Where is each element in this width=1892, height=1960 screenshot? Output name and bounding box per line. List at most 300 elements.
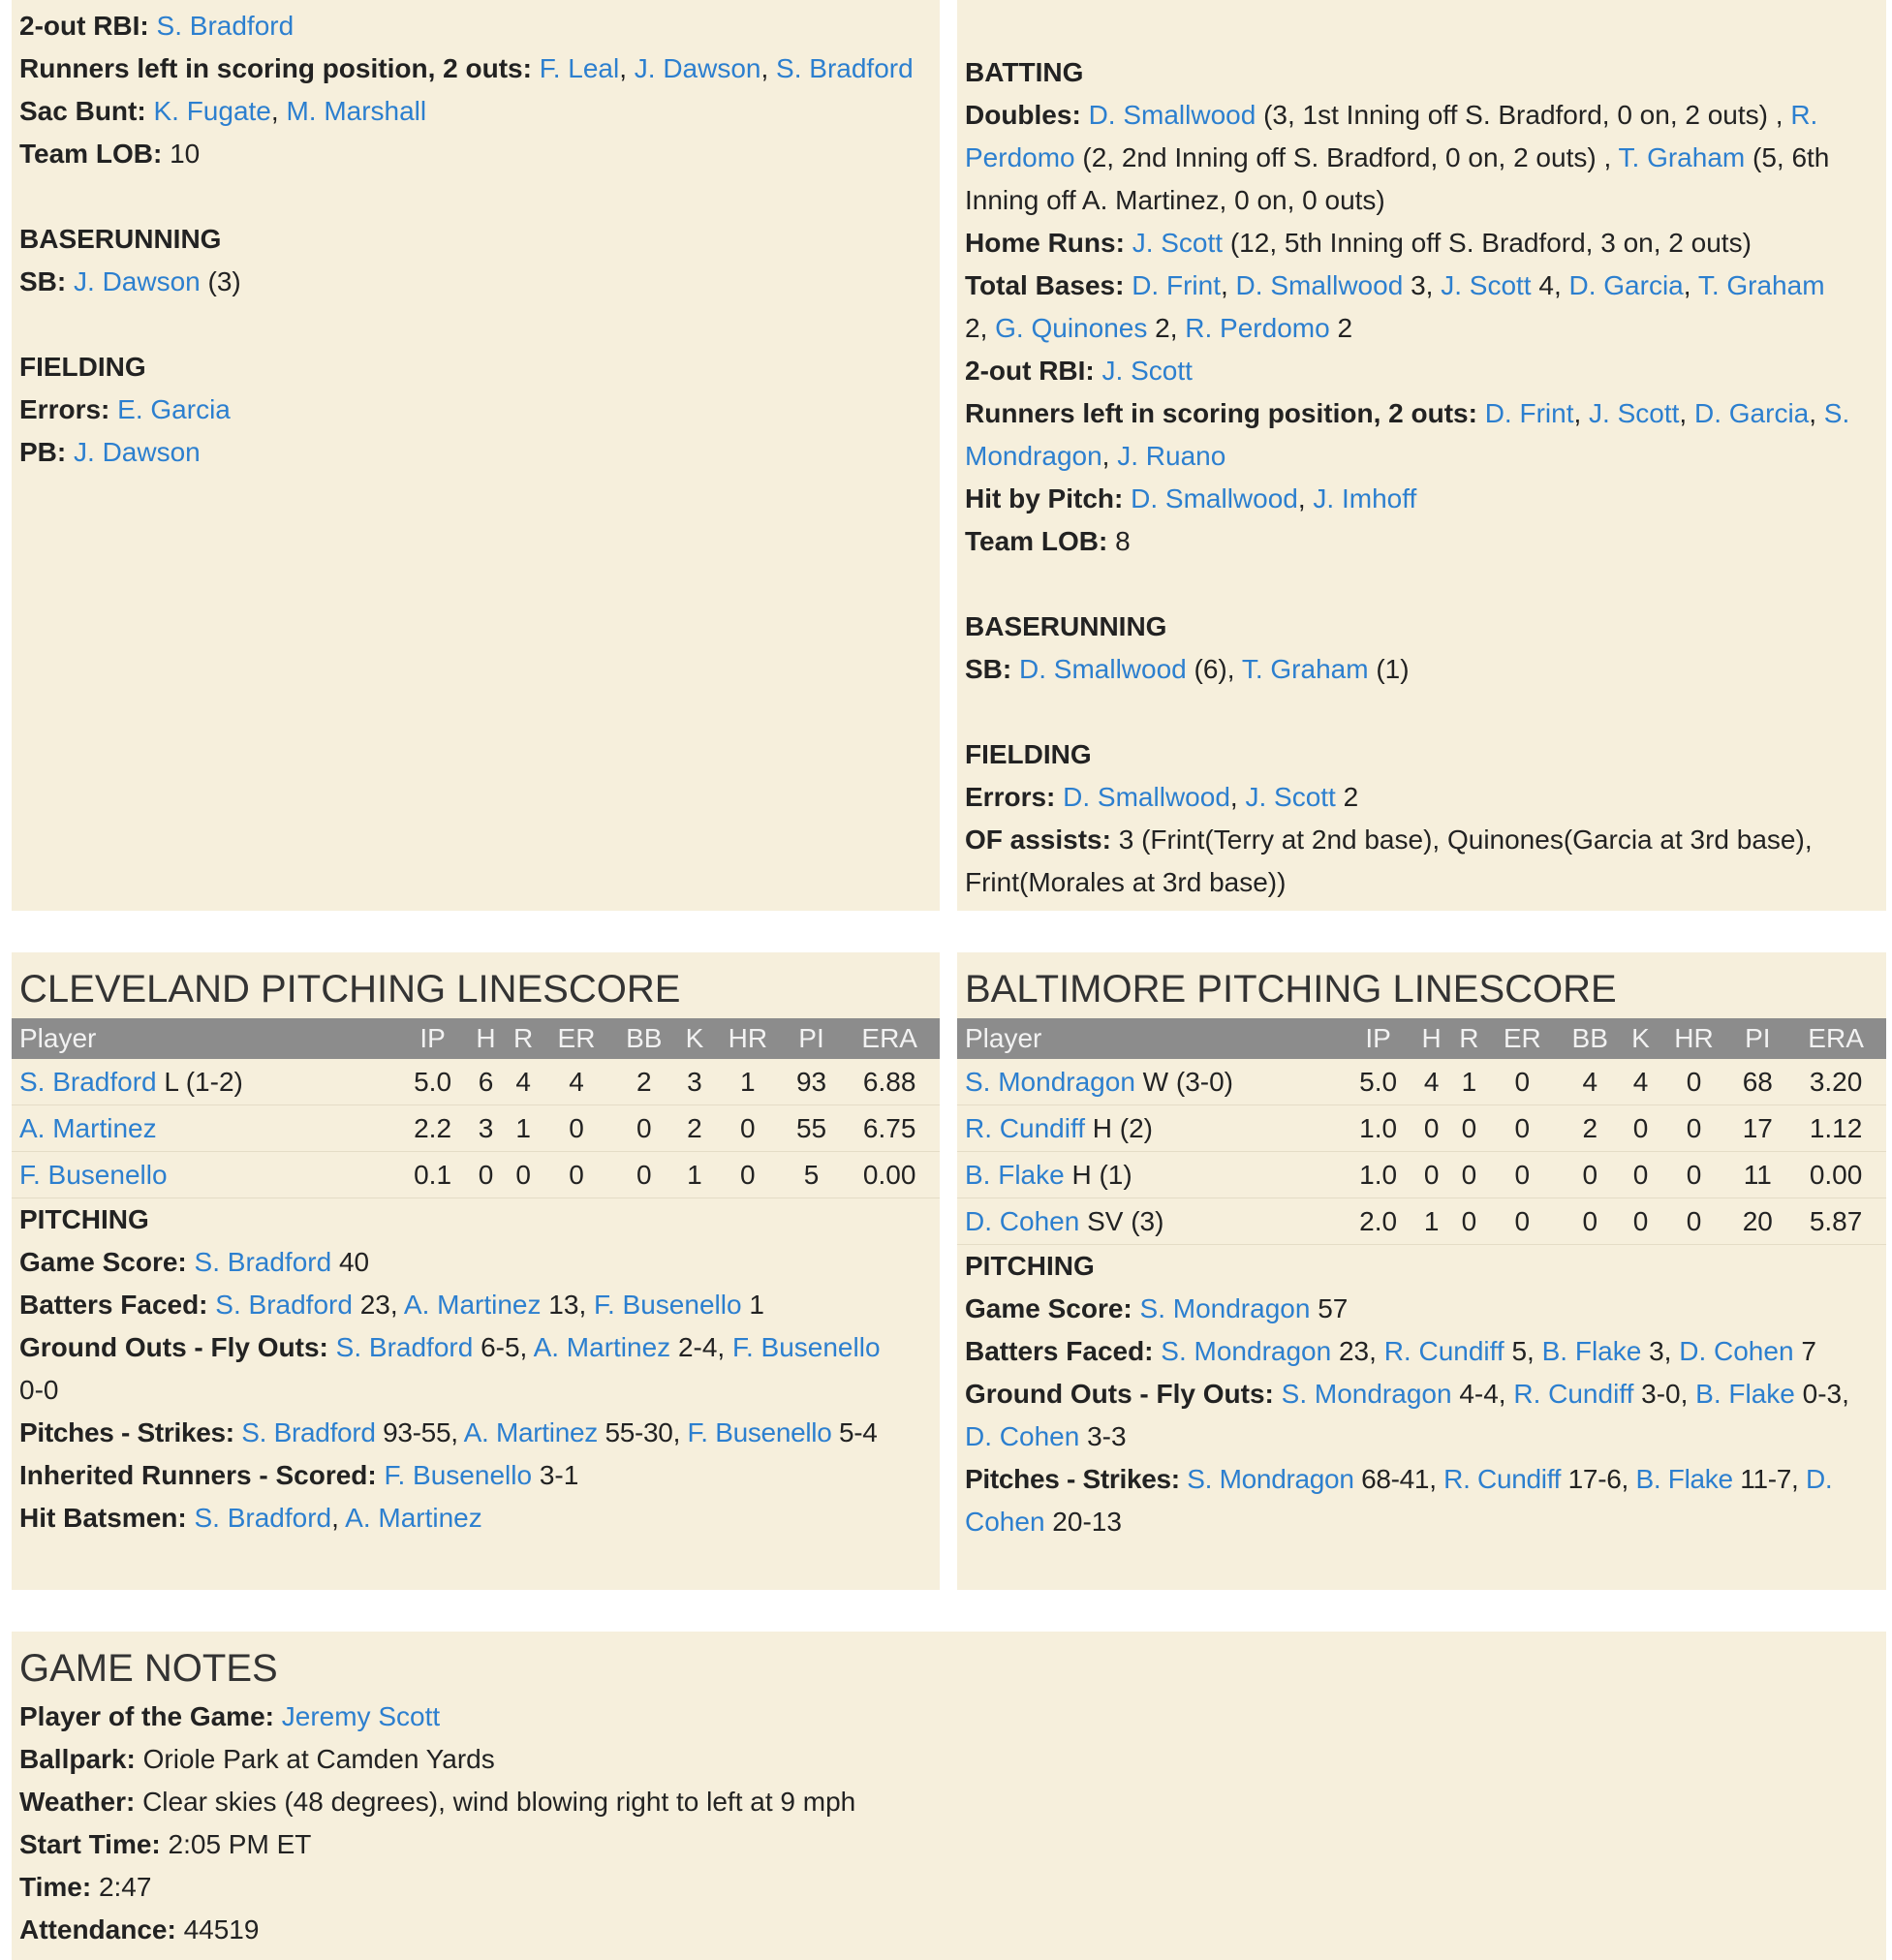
bal-pitching-title: BALTIMORE PITCHING LINESCORE	[965, 968, 1617, 1011]
era-cell: 5.87	[1785, 1198, 1886, 1245]
player-link[interactable]: R.	[1790, 100, 1818, 130]
col-player: Player	[12, 1018, 398, 1059]
r-cell: 0	[505, 1152, 543, 1198]
player-link[interactable]: R. Cundiff	[965, 1112, 1085, 1143]
hr-cell: 0	[1659, 1105, 1730, 1152]
k-cell: 0	[1624, 1152, 1659, 1198]
cle-inherited-runners-line	[19, 1454, 932, 1497]
stat-value: 7	[1801, 1336, 1816, 1366]
player-link[interactable]: T. Graham	[1697, 270, 1825, 300]
stat-value: 6-5	[481, 1332, 520, 1362]
player-link[interactable]: B. Flake	[1635, 1464, 1733, 1494]
bal-team-lob-label: Team LOB:	[965, 526, 1108, 556]
col-bb: BB	[1557, 1018, 1624, 1059]
game-time-label: Time:	[19, 1872, 92, 1902]
player-cell	[12, 1152, 398, 1198]
player-of-the-game-line	[19, 1696, 1878, 1738]
r-cell: 1	[505, 1105, 543, 1152]
decision: H (2)	[1092, 1112, 1154, 1143]
player-link[interactable]: T. Graham	[1618, 142, 1746, 172]
player-link[interactable]: B. Flake	[1541, 1336, 1642, 1366]
game-notes-panel	[12, 1632, 1886, 1960]
cle-hit-batsmen-label: Hit Batsmen:	[19, 1503, 187, 1533]
player-link[interactable]: S. Bradford	[19, 1066, 157, 1097]
stat-value: 2-4	[677, 1332, 718, 1362]
pi-cell: 20	[1729, 1198, 1785, 1245]
bal-go-fo-label: Ground Outs - Fly Outs:	[965, 1379, 1274, 1409]
bal-2out-rbi-label: 2-out RBI:	[965, 356, 1095, 386]
stat-value: 68-41	[1361, 1464, 1430, 1494]
cle-sac-bunt-label: Sac Bunt:	[19, 96, 146, 126]
cle-sb-label: SB:	[19, 266, 67, 296]
era-cell: 0.00	[1785, 1152, 1886, 1198]
bal-batters-faced-label: Batters Faced:	[965, 1336, 1154, 1366]
pi-cell: 17	[1729, 1105, 1785, 1152]
col-hr: HR	[1659, 1018, 1730, 1059]
hr-cell: 1	[712, 1059, 784, 1105]
stat-value: 93-55	[383, 1417, 451, 1447]
player-link[interactable]: D. Cohen	[965, 1421, 1080, 1451]
table-row	[957, 1152, 1886, 1198]
cle-pitching-table	[12, 1018, 940, 1198]
era-cell: 3.20	[1785, 1059, 1886, 1105]
bal-go-fo-line-2	[965, 1416, 1878, 1458]
er-cell: 0	[1488, 1059, 1557, 1105]
player-link[interactable]: J. Scott	[1245, 782, 1336, 812]
h-cell: 0	[467, 1152, 505, 1198]
stat-value: 3	[1411, 270, 1426, 300]
r-cell: 4	[505, 1059, 543, 1105]
ip-cell: 2.2	[398, 1105, 467, 1152]
k-cell: 3	[677, 1059, 712, 1105]
table-row	[12, 1059, 940, 1105]
stat-value: 0-0	[19, 1375, 59, 1405]
col-k: K	[677, 1018, 712, 1059]
h-cell: 4	[1412, 1059, 1450, 1105]
cle-inherited-runners-label: Inherited Runners - Scored:	[19, 1460, 377, 1490]
bal-errors-label: Errors:	[965, 782, 1056, 812]
bal-game-score-line	[965, 1288, 1878, 1330]
table-row	[957, 1198, 1886, 1245]
col-er: ER	[1488, 1018, 1557, 1059]
bal-total-bases-line-1: Total Bases: D. Frint, D. Smallwood 3, J. Scott 4, D. Garcia, T. Graham	[965, 270, 1825, 300]
player-link[interactable]: S.	[1823, 398, 1850, 428]
player-link[interactable]: R. Cundiff	[1513, 1379, 1634, 1409]
bal-of-assists-line-2	[965, 861, 1878, 904]
player-link[interactable]: R. Perdomo	[1185, 313, 1330, 343]
player-link[interactable]: Cohen	[965, 1507, 1045, 1537]
player-cell	[957, 1152, 1344, 1198]
ip-cell: 2.0	[1344, 1198, 1412, 1245]
weather-line	[19, 1781, 1878, 1823]
table-header-row	[957, 1018, 1886, 1059]
stat-value: 2	[965, 313, 980, 343]
decision: H (1)	[1071, 1159, 1132, 1190]
stat-value: 2	[1343, 782, 1359, 812]
of-assists-detail: 3 (Frint(Terry at 2nd base), Quinones(Garcia at 3rd base),	[1118, 824, 1813, 855]
pi-cell: 93	[784, 1059, 840, 1105]
player-link[interactable]: R. Cundiff	[1383, 1336, 1504, 1366]
bb-cell: 0	[611, 1105, 677, 1152]
stat-value: 40	[338, 1247, 370, 1277]
bb-cell: 0	[1557, 1198, 1624, 1245]
bal-of-assists-label: OF assists:	[965, 824, 1111, 855]
table-row	[12, 1105, 940, 1152]
home-run-detail: (12, 5th Inning off S. Bradford, 3 on, 2 outs)	[1229, 228, 1752, 258]
bal-doubles-line-3	[965, 179, 1878, 222]
er-cell: 0	[542, 1105, 610, 1152]
era-cell: 1.12	[1785, 1105, 1886, 1152]
player-link[interactable]: M. Marshall	[286, 96, 427, 126]
h-cell: 0	[1412, 1105, 1450, 1152]
cleveland-pitching-panel	[12, 952, 940, 1590]
player-link[interactable]: A. Martinez	[533, 1332, 671, 1362]
r-cell: 1	[1450, 1059, 1488, 1105]
col-pi: PI	[784, 1018, 840, 1059]
er-cell: 0	[1488, 1198, 1557, 1245]
attendance-line	[19, 1909, 1878, 1951]
bal-go-fo-line-1: Ground Outs - Fly Outs: S. Mondragon 4-4, R. Cundiff 3-0, B. Flake 0-3,	[965, 1379, 1849, 1409]
start-time-label: Start Time:	[19, 1829, 161, 1859]
player-link[interactable]: K. Fugate	[153, 96, 271, 126]
double-detail: (5, 6th	[1752, 142, 1830, 172]
cle-sac-bunt-line: Sac Bunt: K. Fugate, M. Marshall	[19, 96, 427, 126]
cleveland-batting-notes-panel	[12, 0, 940, 911]
player-link[interactable]: J. Imhoff	[1313, 483, 1417, 513]
decision: SV (3)	[1087, 1205, 1164, 1236]
bb-cell: 0	[1557, 1152, 1624, 1198]
player-link[interactable]: S. Mondragon	[965, 1066, 1135, 1097]
player-link[interactable]: F. Busenello	[19, 1159, 168, 1190]
k-cell: 4	[1624, 1059, 1659, 1105]
player-link[interactable]: B. Flake	[965, 1159, 1065, 1190]
stat-value: 20-13	[1052, 1507, 1122, 1537]
player-link[interactable]: D. Smallwood	[1235, 270, 1404, 300]
stat-value: (1)	[1376, 654, 1410, 684]
cle-team-lob-value: 10	[170, 139, 201, 169]
player-link[interactable]: S. Bradford	[194, 1503, 332, 1533]
potg-label: Player of the Game:	[19, 1701, 274, 1731]
double-detail: (3, 1st Inning off S. Bradford, 0 on, 2 outs) ,	[1263, 100, 1783, 130]
stat-value: 23	[1338, 1336, 1370, 1366]
bal-team-lob-line	[965, 520, 1878, 563]
bal-home-runs-line	[965, 222, 1878, 264]
decision: L (1-2)	[164, 1066, 243, 1097]
stat-value: 0-3	[1802, 1379, 1843, 1409]
hr-cell: 0	[1659, 1152, 1730, 1198]
player-link[interactable]: S. Mondragon	[1161, 1336, 1332, 1366]
player-link[interactable]: F. Busenello	[594, 1290, 742, 1320]
stat-value: (6)	[1194, 654, 1227, 684]
player-link[interactable]: F. Leal	[539, 53, 620, 83]
player-link[interactable]: R. Cundiff	[1443, 1464, 1562, 1494]
bal-fielding-header: FIELDING	[965, 739, 1092, 769]
player-link[interactable]: D. Smallwood	[1088, 100, 1256, 130]
stat-value: 3-3	[1087, 1421, 1127, 1451]
k-cell: 0	[1624, 1198, 1659, 1245]
player-link[interactable]: J. Scott	[1441, 270, 1532, 300]
er-cell: 0	[1488, 1105, 1557, 1152]
player-link[interactable]: S. Bradford	[776, 53, 914, 83]
player-link[interactable]: J. Scott	[1132, 228, 1224, 258]
bal-sb-label: SB:	[965, 654, 1012, 684]
col-bb: BB	[611, 1018, 677, 1059]
weather-label: Weather:	[19, 1787, 136, 1817]
h-cell: 0	[1412, 1152, 1450, 1198]
er-cell: 0	[542, 1152, 610, 1198]
k-cell: 2	[677, 1105, 712, 1152]
ballpark-label: Ballpark:	[19, 1744, 136, 1774]
ip-cell: 5.0	[398, 1059, 467, 1105]
col-player: Player	[957, 1018, 1344, 1059]
stat-value: 1	[749, 1290, 764, 1320]
player-link[interactable]: J. Dawson	[634, 53, 761, 83]
pi-cell: 11	[1729, 1152, 1785, 1198]
col-hr: HR	[712, 1018, 784, 1059]
player-link[interactable]: J. Scott	[1589, 398, 1680, 428]
bal-doubles-line-2	[965, 137, 1878, 179]
bal-team-lob-value: 8	[1115, 526, 1131, 556]
stat-value: 11-7	[1740, 1464, 1792, 1494]
cle-go-fo-line-1: Ground Outs - Fly Outs: S. Bradford 6-5, A. Martinez 2-4, F. Busenello	[19, 1332, 881, 1362]
bal-2out-rbi-line	[965, 350, 1878, 392]
player-link[interactable]: S. Bradford	[215, 1290, 353, 1320]
stat-value: 2	[1155, 313, 1170, 343]
stat-value: 4	[1538, 270, 1554, 300]
player-link[interactable]: Perdomo	[965, 142, 1075, 172]
bb-cell: 4	[1557, 1059, 1624, 1105]
bal-game-score-label: Game Score:	[965, 1293, 1132, 1323]
bal-pitching-header: PITCHING	[965, 1251, 1095, 1281]
bal-pitches-strikes-line-1: Pitches - Strikes: S. Mondragon 68-41, R. Cundiff 17-6, B. Flake 11-7, D.	[965, 1464, 1833, 1494]
bal-sb-line: SB: D. Smallwood (6), T. Graham (1)	[965, 654, 1410, 684]
player-link[interactable]: S. Bradford	[241, 1417, 376, 1447]
start-time-line	[19, 1823, 1878, 1866]
col-r: R	[505, 1018, 543, 1059]
stat-value: 3-0	[1641, 1379, 1681, 1409]
col-ip: IP	[1344, 1018, 1412, 1059]
pi-cell: 5	[784, 1152, 840, 1198]
player-link[interactable]: S. Bradford	[194, 1247, 332, 1277]
player-link[interactable]: A. Martinez	[463, 1417, 598, 1447]
stat-value: 23	[359, 1290, 390, 1320]
bal-batters-faced-line: Batters Faced: S. Mondragon 23, R. Cundiff 5, B. Flake 3, D. Cohen 7	[965, 1336, 1816, 1366]
k-cell: 1	[677, 1152, 712, 1198]
table-row	[957, 1105, 1886, 1152]
er-cell: 0	[1488, 1152, 1557, 1198]
player-link[interactable]: B. Flake	[1695, 1379, 1795, 1409]
bal-home-runs-label: Home Runs:	[965, 228, 1125, 258]
k-cell: 0	[1624, 1105, 1659, 1152]
stat-value: 5-4	[838, 1417, 878, 1447]
player-link[interactable]: E. Garcia	[117, 394, 231, 424]
player-cell	[957, 1059, 1344, 1105]
cle-pb-label: PB:	[19, 437, 67, 467]
ballpark-line	[19, 1738, 1878, 1781]
baltimore-pitching-panel	[957, 952, 1886, 1590]
era-cell: 6.88	[839, 1059, 940, 1105]
player-link[interactable]: A. Martinez	[403, 1290, 542, 1320]
col-pi: PI	[1729, 1018, 1785, 1059]
table-row	[12, 1152, 940, 1198]
start-time-value: 2:05 PM ET	[168, 1829, 312, 1859]
player-link[interactable]: S. Bradford	[335, 1332, 474, 1362]
player-link[interactable]: D. Smallwood	[1019, 654, 1187, 684]
stat-value: 2	[1337, 313, 1353, 343]
pi-cell: 55	[784, 1105, 840, 1152]
col-h: H	[467, 1018, 505, 1059]
game-notes-title: GAME NOTES	[19, 1647, 278, 1690]
bal-risp-line-2: Mondragon, J. Ruano	[965, 441, 1226, 471]
bal-batting-header: BATTING	[965, 57, 1084, 87]
player-link[interactable]: J. Dawson	[74, 437, 201, 467]
cle-2out-rbi-line	[19, 5, 932, 47]
attendance-label: Attendance:	[19, 1914, 176, 1944]
player-link[interactable]: S. Mondragon	[1139, 1293, 1311, 1323]
player-link[interactable]: S. Mondragon	[1281, 1379, 1452, 1409]
cle-sb-line	[19, 261, 932, 303]
h-cell: 1	[1412, 1198, 1450, 1245]
double-detail: (2, 2nd Inning off S. Bradford, 0 on, 2 outs) ,	[1082, 142, 1612, 172]
cle-game-score-label: Game Score:	[19, 1247, 187, 1277]
bal-baserunning-header: BASERUNNING	[965, 611, 1167, 641]
player-link[interactable]: S. Bradford	[156, 11, 295, 41]
cle-errors-label: Errors:	[19, 394, 110, 424]
player-link[interactable]: F. Busenello	[384, 1460, 533, 1490]
player-link[interactable]: A. Martinez	[345, 1503, 482, 1533]
r-cell: 0	[1450, 1198, 1488, 1245]
stat-value: 17-6	[1567, 1464, 1622, 1494]
cle-team-lob-line	[19, 133, 932, 175]
col-ip: IP	[398, 1018, 467, 1059]
player-link[interactable]: F. Busenello	[687, 1417, 832, 1447]
player-link[interactable]: D. Cohen	[1679, 1336, 1794, 1366]
bal-pitches-strikes-line-2	[965, 1501, 1878, 1543]
cle-batters-faced-label: Batters Faced:	[19, 1290, 208, 1320]
stat-value: 3	[1649, 1336, 1664, 1366]
player-cell	[12, 1105, 398, 1152]
player-link[interactable]: D.	[1806, 1464, 1833, 1494]
bal-hbp-line: Hit by Pitch: D. Smallwood, J. Imhoff	[965, 483, 1417, 513]
era-cell: 6.75	[839, 1105, 940, 1152]
h-cell: 3	[467, 1105, 505, 1152]
cle-go-fo-line-2	[19, 1369, 932, 1412]
bb-cell: 2	[611, 1059, 677, 1105]
player-link[interactable]: Jeremy Scott	[281, 1701, 441, 1731]
cle-2out-rbi-label: 2-out RBI:	[19, 11, 149, 41]
game-time-line	[19, 1866, 1878, 1909]
cle-go-fo-label: Ground Outs - Fly Outs:	[19, 1332, 328, 1362]
baltimore-batting-notes-panel	[957, 0, 1886, 911]
player-link[interactable]: D. Cohen	[965, 1205, 1080, 1236]
cle-hit-batsmen-line: Hit Batsmen: S. Bradford, A. Martinez	[19, 1503, 482, 1533]
cle-errors-line	[19, 389, 932, 431]
r-cell: 0	[1450, 1152, 1488, 1198]
ip-cell: 1.0	[1344, 1152, 1412, 1198]
player-link[interactable]: S. Mondragon	[1187, 1464, 1354, 1494]
cle-sb-count: (3)	[207, 266, 241, 296]
hr-cell: 0	[712, 1105, 784, 1152]
col-era: ERA	[1785, 1018, 1886, 1059]
cle-pitching-header: PITCHING	[19, 1204, 149, 1234]
attendance-value: 44519	[183, 1914, 260, 1944]
bal-total-bases-line-2: 2, G. Quinones 2, R. Perdomo 2	[965, 313, 1353, 343]
player-link[interactable]: G. Quinones	[995, 313, 1148, 343]
er-cell: 4	[542, 1059, 610, 1105]
cle-fielding-header: FIELDING	[19, 352, 146, 382]
bal-errors-line: Errors: D. Smallwood, J. Scott 2	[965, 782, 1359, 812]
decision: W (3-0)	[1142, 1066, 1233, 1097]
player-link[interactable]: F. Busenello	[731, 1332, 881, 1362]
weather-value: Clear skies (48 degrees), wind blowing right to left at 9 mph	[142, 1787, 856, 1817]
table-header-row	[12, 1018, 940, 1059]
player-link[interactable]: J. Scott	[1101, 356, 1193, 386]
stat-value: 3-1	[539, 1460, 579, 1490]
cle-team-lob-label: Team LOB:	[19, 139, 163, 169]
player-link[interactable]: D. Smallwood	[1063, 782, 1230, 812]
player-link[interactable]: J. Ruano	[1117, 441, 1226, 471]
era-cell: 0.00	[839, 1152, 940, 1198]
ballpark-value: Oriole Park at Camden Yards	[142, 1744, 495, 1774]
double-detail: Inning off A. Martinez, 0 on, 0 outs)	[965, 185, 1385, 215]
stat-value: 13	[548, 1290, 579, 1320]
hr-cell: 0	[1659, 1198, 1730, 1245]
player-link[interactable]: D. Garcia	[1693, 398, 1810, 428]
bal-of-assists-line-1	[965, 819, 1878, 861]
player-link[interactable]: D. Smallwood	[1131, 483, 1298, 513]
pi-cell: 68	[1729, 1059, 1785, 1105]
hr-cell: 0	[712, 1152, 784, 1198]
cle-baserunning-header: BASERUNNING	[19, 224, 222, 254]
bal-doubles-line-1	[965, 94, 1878, 137]
player-link[interactable]: T. Graham	[1241, 654, 1369, 684]
stat-value: 5	[1511, 1336, 1528, 1366]
bb-cell: 2	[1557, 1105, 1624, 1152]
cle-game-score-line	[19, 1241, 932, 1284]
bb-cell: 0	[611, 1152, 677, 1198]
stat-value: 57	[1318, 1293, 1349, 1323]
table-row	[957, 1059, 1886, 1105]
bal-pitches-strikes-label: Pitches - Strikes:	[965, 1464, 1180, 1494]
stat-value: 4-4	[1459, 1379, 1499, 1409]
ip-cell: 1.0	[1344, 1105, 1412, 1152]
player-link[interactable]: D. Frint	[1484, 398, 1574, 428]
h-cell: 6	[467, 1059, 505, 1105]
of-assists-detail: Frint(Morales at 3rd base))	[965, 867, 1287, 897]
player-link[interactable]: Mondragon	[965, 441, 1102, 471]
player-link[interactable]: J. Dawson	[74, 266, 201, 296]
player-link[interactable]: A. Martinez	[19, 1112, 157, 1143]
cle-batters-faced-line: Batters Faced: S. Bradford 23, A. Martinez 13, F. Busenello 1	[19, 1290, 764, 1320]
player-cell	[957, 1198, 1344, 1245]
cle-risp-line: Runners left in scoring position, 2 outs: F. Leal, J. Dawson, S. Bradford	[19, 53, 914, 83]
bal-total-bases-label: Total Bases:	[965, 270, 1125, 300]
bal-pitching-table	[957, 1018, 1886, 1245]
r-cell: 0	[1450, 1105, 1488, 1152]
cle-pitching-title: CLEVELAND PITCHING LINESCORE	[19, 968, 681, 1011]
bal-doubles-label: Doubles:	[965, 100, 1081, 130]
player-link[interactable]: D. Frint	[1132, 270, 1221, 300]
ip-cell: 0.1	[398, 1152, 467, 1198]
cle-pitches-strikes-line: Pitches - Strikes: S. Bradford 93-55, A. Martinez 55-30, F. Busenello 5-4	[19, 1417, 878, 1447]
player-link[interactable]: D. Garcia	[1568, 270, 1684, 300]
player-cell	[957, 1105, 1344, 1152]
col-er: ER	[542, 1018, 610, 1059]
ip-cell: 5.0	[1344, 1059, 1412, 1105]
bal-risp-line-1: Runners left in scoring position, 2 outs: D. Frint, J. Scott, D. Garcia, S.	[965, 398, 1850, 428]
cle-risp-label: Runners left in scoring position, 2 outs:	[19, 53, 532, 83]
bal-hbp-label: Hit by Pitch:	[965, 483, 1124, 513]
